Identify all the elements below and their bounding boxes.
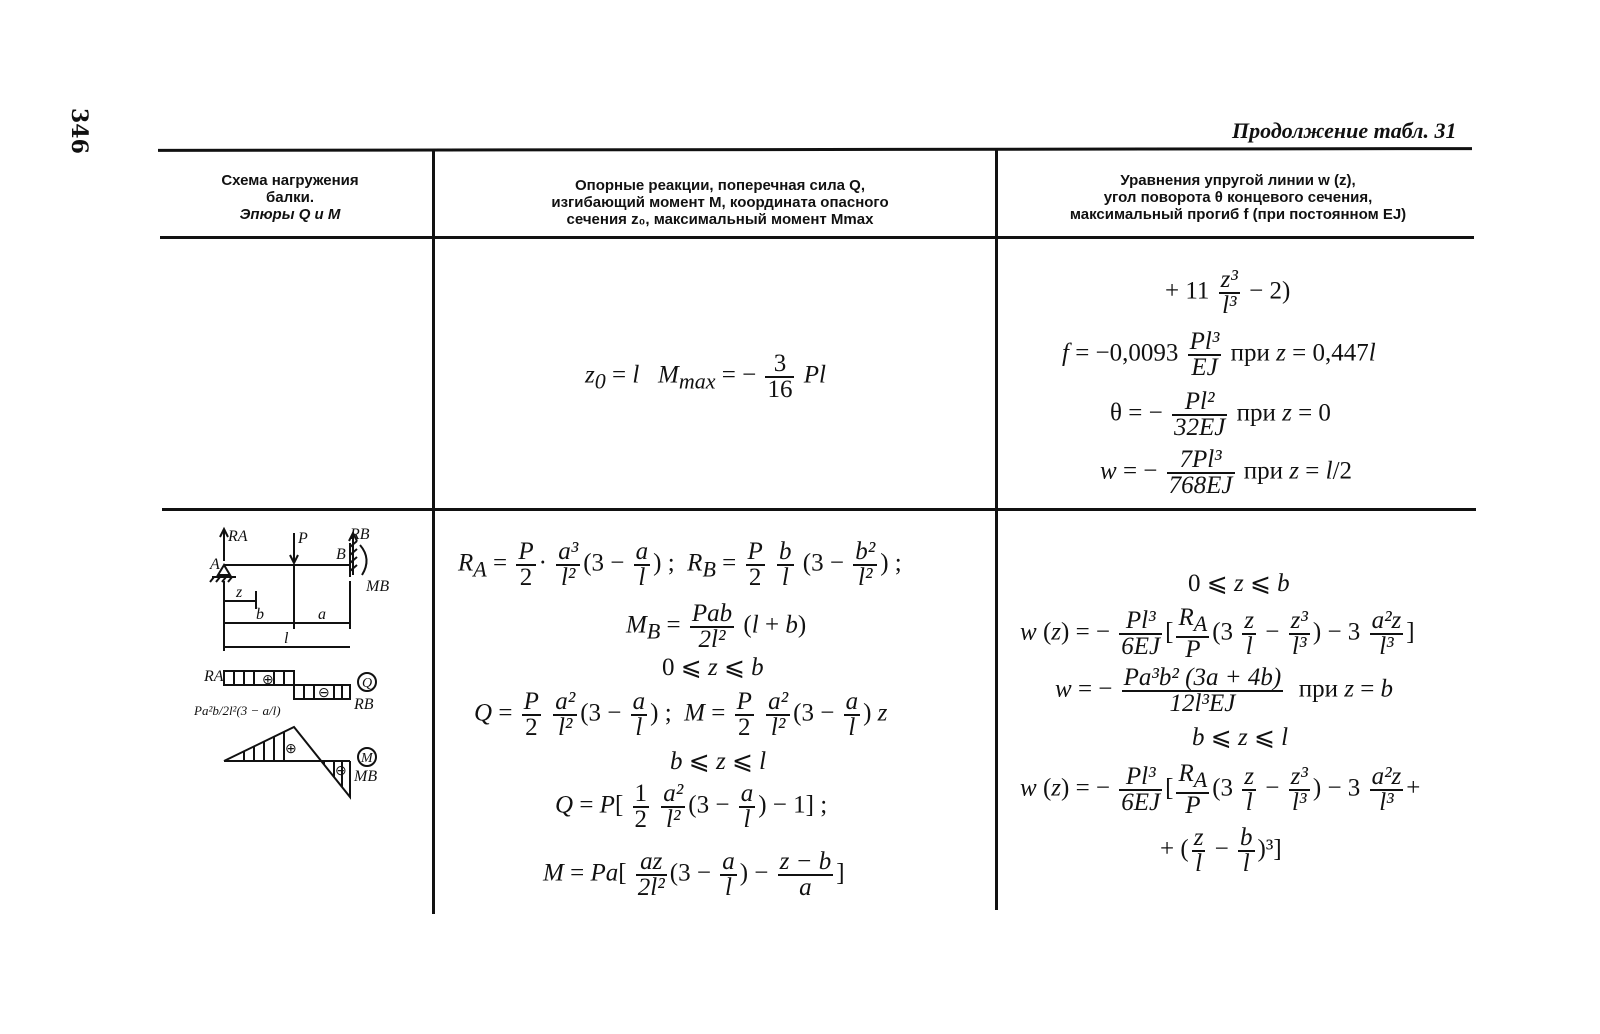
row2-m-second: M = Pa[ $\frac{az}{\text{2l²}}$ (3 − $\frac{a}{l}$ ) − $\frac{z - b}{a}$ ] (543, 848, 845, 901)
row2-col3-w-second-tail: + ( $\frac{z}{l}$ − $\frac{b}{l}$ )³] (1160, 824, 1282, 877)
row2-moment-b: $M_B$ = $\frac{\text{Pab}}{\text{2l²}}$ (l + b) (626, 600, 807, 653)
moment-plus-sign: ⊕ (285, 742, 297, 757)
shear-minus-sign: ⊖ (318, 686, 330, 701)
label-moment-mb: MB (354, 768, 378, 785)
row1-bottom-rule (162, 508, 1476, 511)
label-shear-ra: RA (204, 668, 224, 685)
beam-loading-diagram (190, 525, 410, 805)
header-scheme-line-1: Схема нагружения (221, 172, 359, 189)
label-rb: RB (350, 526, 370, 543)
label-dim-z: z (236, 584, 243, 601)
label-point-b: B (336, 546, 346, 563)
header-reactions (470, 177, 970, 228)
row2-q-m-first: Q = $\frac{P}{2}$ $\frac{\text{a²}}{\text{l²}}$ (3 − $\frac{a}{l}$ ) ; M = $\frac{P}{2}$ $\frac{\text{a²}}{\text{l²}}$ (3 − $\frac{a}{l}$ ) z (474, 688, 888, 741)
label-moment-max: Pa²b/2l²(3 − a/l) (194, 703, 281, 718)
header-elastic-line-1: Уравнения упругой линии w (z), (1120, 172, 1356, 189)
mb-moment-arc (360, 545, 367, 575)
shear-plus-sign: ⊕ (262, 673, 274, 688)
row1-eq-f: f = −0,0093 $\frac{\text{Pl³}}{EJ}$ при z = 0,447l (1062, 328, 1376, 381)
column-divider-2 (995, 150, 998, 910)
row1-eq-tail: + 11 $\frac{\text{z³}}{\text{l³}}$ − 2) (1165, 266, 1291, 319)
header-bottom-rule (160, 236, 1474, 239)
header-elastic-line-2: угол поворота θ концевого сечения, (1103, 189, 1373, 206)
row1-eq-theta: θ = − $\frac{\text{Pl²}}{32EJ}$ при z = 0 (1110, 388, 1331, 441)
label-point-a: A (210, 556, 220, 573)
label-shear-rb: RB (354, 696, 374, 713)
row2-col3-w-at-b: w = − $\frac{\text{Pa³b² (3a + 4b)}}{\text{12l³EJ}}$ при z = b (1055, 664, 1394, 717)
label-dim-l: l (284, 630, 289, 647)
header-elastic-line-3: максимальный прогиб f (при постоянном EJ) (1069, 206, 1407, 223)
label-ra: RA (228, 528, 248, 545)
pin-support (218, 565, 230, 575)
table-top-rule (158, 147, 1472, 152)
row1-formula-z0-mmax: $z_0 = l$ $M_{max}$ = − $\frac{3}{16}$ Pl (585, 350, 826, 403)
header-reactions-line-3: сечения z₀, максимальный момент Mmax (566, 211, 874, 228)
table-continuation-title: Продолжение табл. 31 (1232, 118, 1457, 143)
row2-range-1: 0 ⩽ z ⩽ b (662, 654, 764, 681)
column-divider-1 (432, 150, 435, 914)
moment-minus-sign: ⊖ (335, 764, 347, 779)
row2-col3-w-first: w (z) = − $\frac{\text{Pl³}}{6EJ}$ [ $\frac{R_A}{P}$ (3 $\frac{z}{l}$ − $\frac{\text{z³}}{\text{l³}}$ ) − 3 $\frac{\text{a²z}}{\text{l³}}$ ] (1020, 604, 1415, 663)
row1-eq-w: w = − $\frac{\text{7Pl³}}{768EJ}$ при z = l/2 (1100, 446, 1353, 499)
label-m-diagram: M (361, 751, 373, 766)
row2-range-2: b ⩽ z ⩽ l (670, 748, 767, 775)
row2-col3-range-2: b ⩽ z ⩽ l (1192, 724, 1289, 751)
row2-reactions: $R_A$ = $\frac{P}{2}$ · $\frac{\text{a³}}{\text{l²}}$ (3 − $\frac{a}{l}$ ) ; $R_B$ = $\frac{P}{2}$ $\frac{b}{l}$ (3 − $\frac{\text{b²}}{\text{l²}}$ ) ; (458, 538, 902, 591)
header-reactions-line-1: Опорные реакции, поперечная сила Q, (574, 177, 865, 194)
label-dim-b: b (256, 606, 264, 623)
row2-col3-w-second: w (z) = − $\frac{\text{Pl³}}{6EJ}$ [ $\frac{R_A}{P}$ (3 $\frac{z}{l}$ − $\frac{\text{z³}}{\text{l³}}$ ) − 3 $\frac{\text{a²z}}{\text{l³}}$ + (1020, 760, 1421, 819)
header-scheme-line-2: балки. (265, 189, 315, 206)
header-reactions-line-2: изгибающий момент M, координата опасного (551, 194, 889, 211)
row2-q-second: Q = P[ $\frac{1}{2}$ $\frac{\text{a²}}{\text{l²}}$ (3 − $\frac{a}{l}$ ) − 1] ; (555, 780, 828, 833)
header-elastic-line (1008, 172, 1468, 223)
page-number: 346 (66, 108, 92, 154)
label-q-diagram: Q (362, 676, 373, 691)
header-scheme (180, 172, 400, 223)
row2-col3-range-1: 0 ⩽ z ⩽ b (1188, 570, 1290, 597)
header-scheme-line-3: Эпюры Q и M (239, 206, 341, 223)
label-p: P (298, 530, 308, 547)
label-mb: MB (366, 578, 390, 595)
label-dim-a: a (318, 606, 326, 623)
